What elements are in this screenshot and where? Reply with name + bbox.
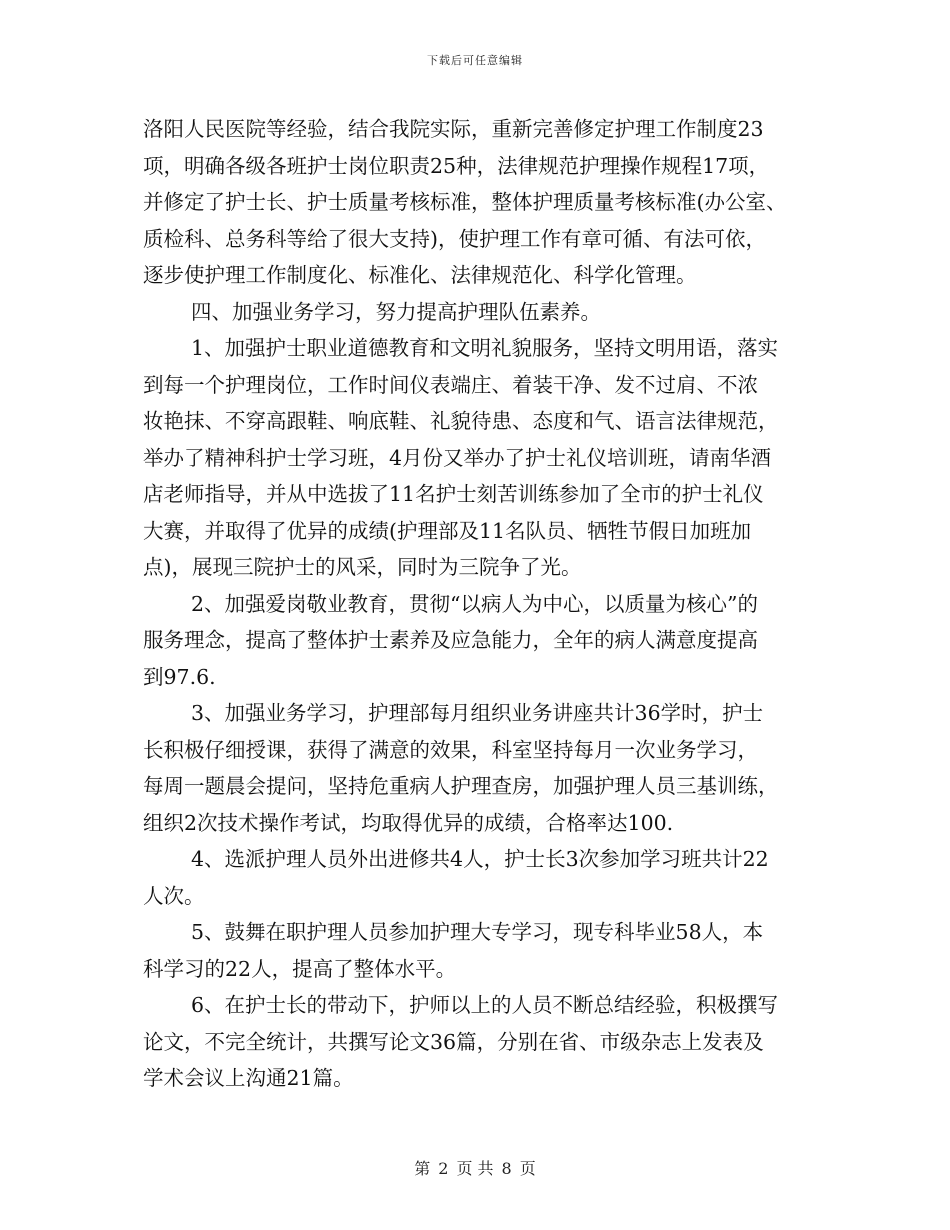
text-line: 到97.6. (143, 664, 216, 689)
text-line: 组织2次技术操作考试，均取得优异的成绩，合格率达100. (143, 810, 674, 835)
footer-prefix: 第 (414, 1159, 431, 1178)
text-line: 1、加强护士职业道德教育和文明礼貌服务，坚持文明用语，落实 (191, 336, 779, 360)
footer-middle: 页 共 (456, 1159, 494, 1178)
document-body (143, 111, 823, 1097)
text-line: 质检科、总务科等给了很大支持)，使护理工作有章可循、有法可依， (143, 226, 766, 251)
current-page-number: 2 (438, 1159, 449, 1178)
text-line: 6、在护士长的带动下，护师以上的人员不断总结经验，积极撰写 (191, 993, 779, 1017)
text-line: 并修定了护士长、护士质量考核标准，整体护理质量考核标准(办公室、 (143, 190, 787, 214)
text-line: 逐步使护理工作制度化、标准化、法律规范化、科学化管理。 (143, 263, 697, 287)
page-header: 下载后可任意编辑 (427, 54, 523, 67)
text-line: 妆艳抹、不穿高跟鞋、响底鞋、礼貌待患、态度和气、语言法律规范， (143, 409, 779, 433)
text-line: 3、加强业务学习，护理部每月组织业务讲座共计36学时，护士 (191, 701, 764, 725)
text-line: 论文，不完全统计，共撰写论文36篇，分别在省、市级杂志上发表及 (143, 1029, 764, 1054)
text-line: 科学习的22人，提高了整体水平。 (143, 956, 457, 981)
text-line: 人次。 (143, 883, 205, 908)
text-line: 学术会议上沟通21篇。 (143, 1066, 354, 1090)
text-line: 4、选派护理人员外出进修共4人，护士长3次参加学习班共计22 (191, 847, 769, 871)
total-pages-number: 8 (501, 1159, 512, 1178)
text-line: 到每一个护理岗位，工作时间仪表端庄、着装干净、发不过肩、不浓 (143, 372, 758, 397)
text-line: 每周一题晨会提问，坚持危重病人护理查房，加强护理人员三基训练， (143, 774, 779, 798)
text-line: 店老师指导，并从中选拔了11名护士刻苦训练参加了全市的护士礼仪 (143, 482, 764, 506)
text-line: 2、加强爱岗敬业教育，贯彻“以病人为中心，以质量为核心”的 (191, 591, 759, 616)
text-line: 大赛，并取得了优异的成绩(护理部及11名队员、牺牲节假日加班加 (143, 518, 752, 543)
footer-suffix: 页 (519, 1159, 536, 1178)
text-line: 点)，展现三院护士的风采，同时为三院争了光。 (143, 555, 582, 579)
text-line: 举办了精神科护士学习班，4月份又举办了护士礼仪培训班，请南华酒 (143, 445, 772, 470)
text-line: 洛阳人民医院等经验，结合我院实际，重新完善修定护理工作制度23 (143, 117, 764, 141)
text-line: 项，明确各级各班护士岗位职责25种，法律规范护理操作规程17项， (143, 153, 770, 178)
page-footer (0, 1156, 950, 1179)
section-heading: 四、加强业务学习，努力提高护理队伍素养。 (191, 299, 601, 324)
text-line: 长积极仔细授课，获得了满意的效果，科室坚持每月一次业务学习， (143, 737, 758, 762)
text-line: 服务理念，提高了整体护士素养及应急能力，全年的病人满意度提高 (143, 628, 758, 652)
text-line: 5、鼓舞在职护理人员参加护理大专学习，现专科毕业58人，本 (191, 920, 764, 944)
